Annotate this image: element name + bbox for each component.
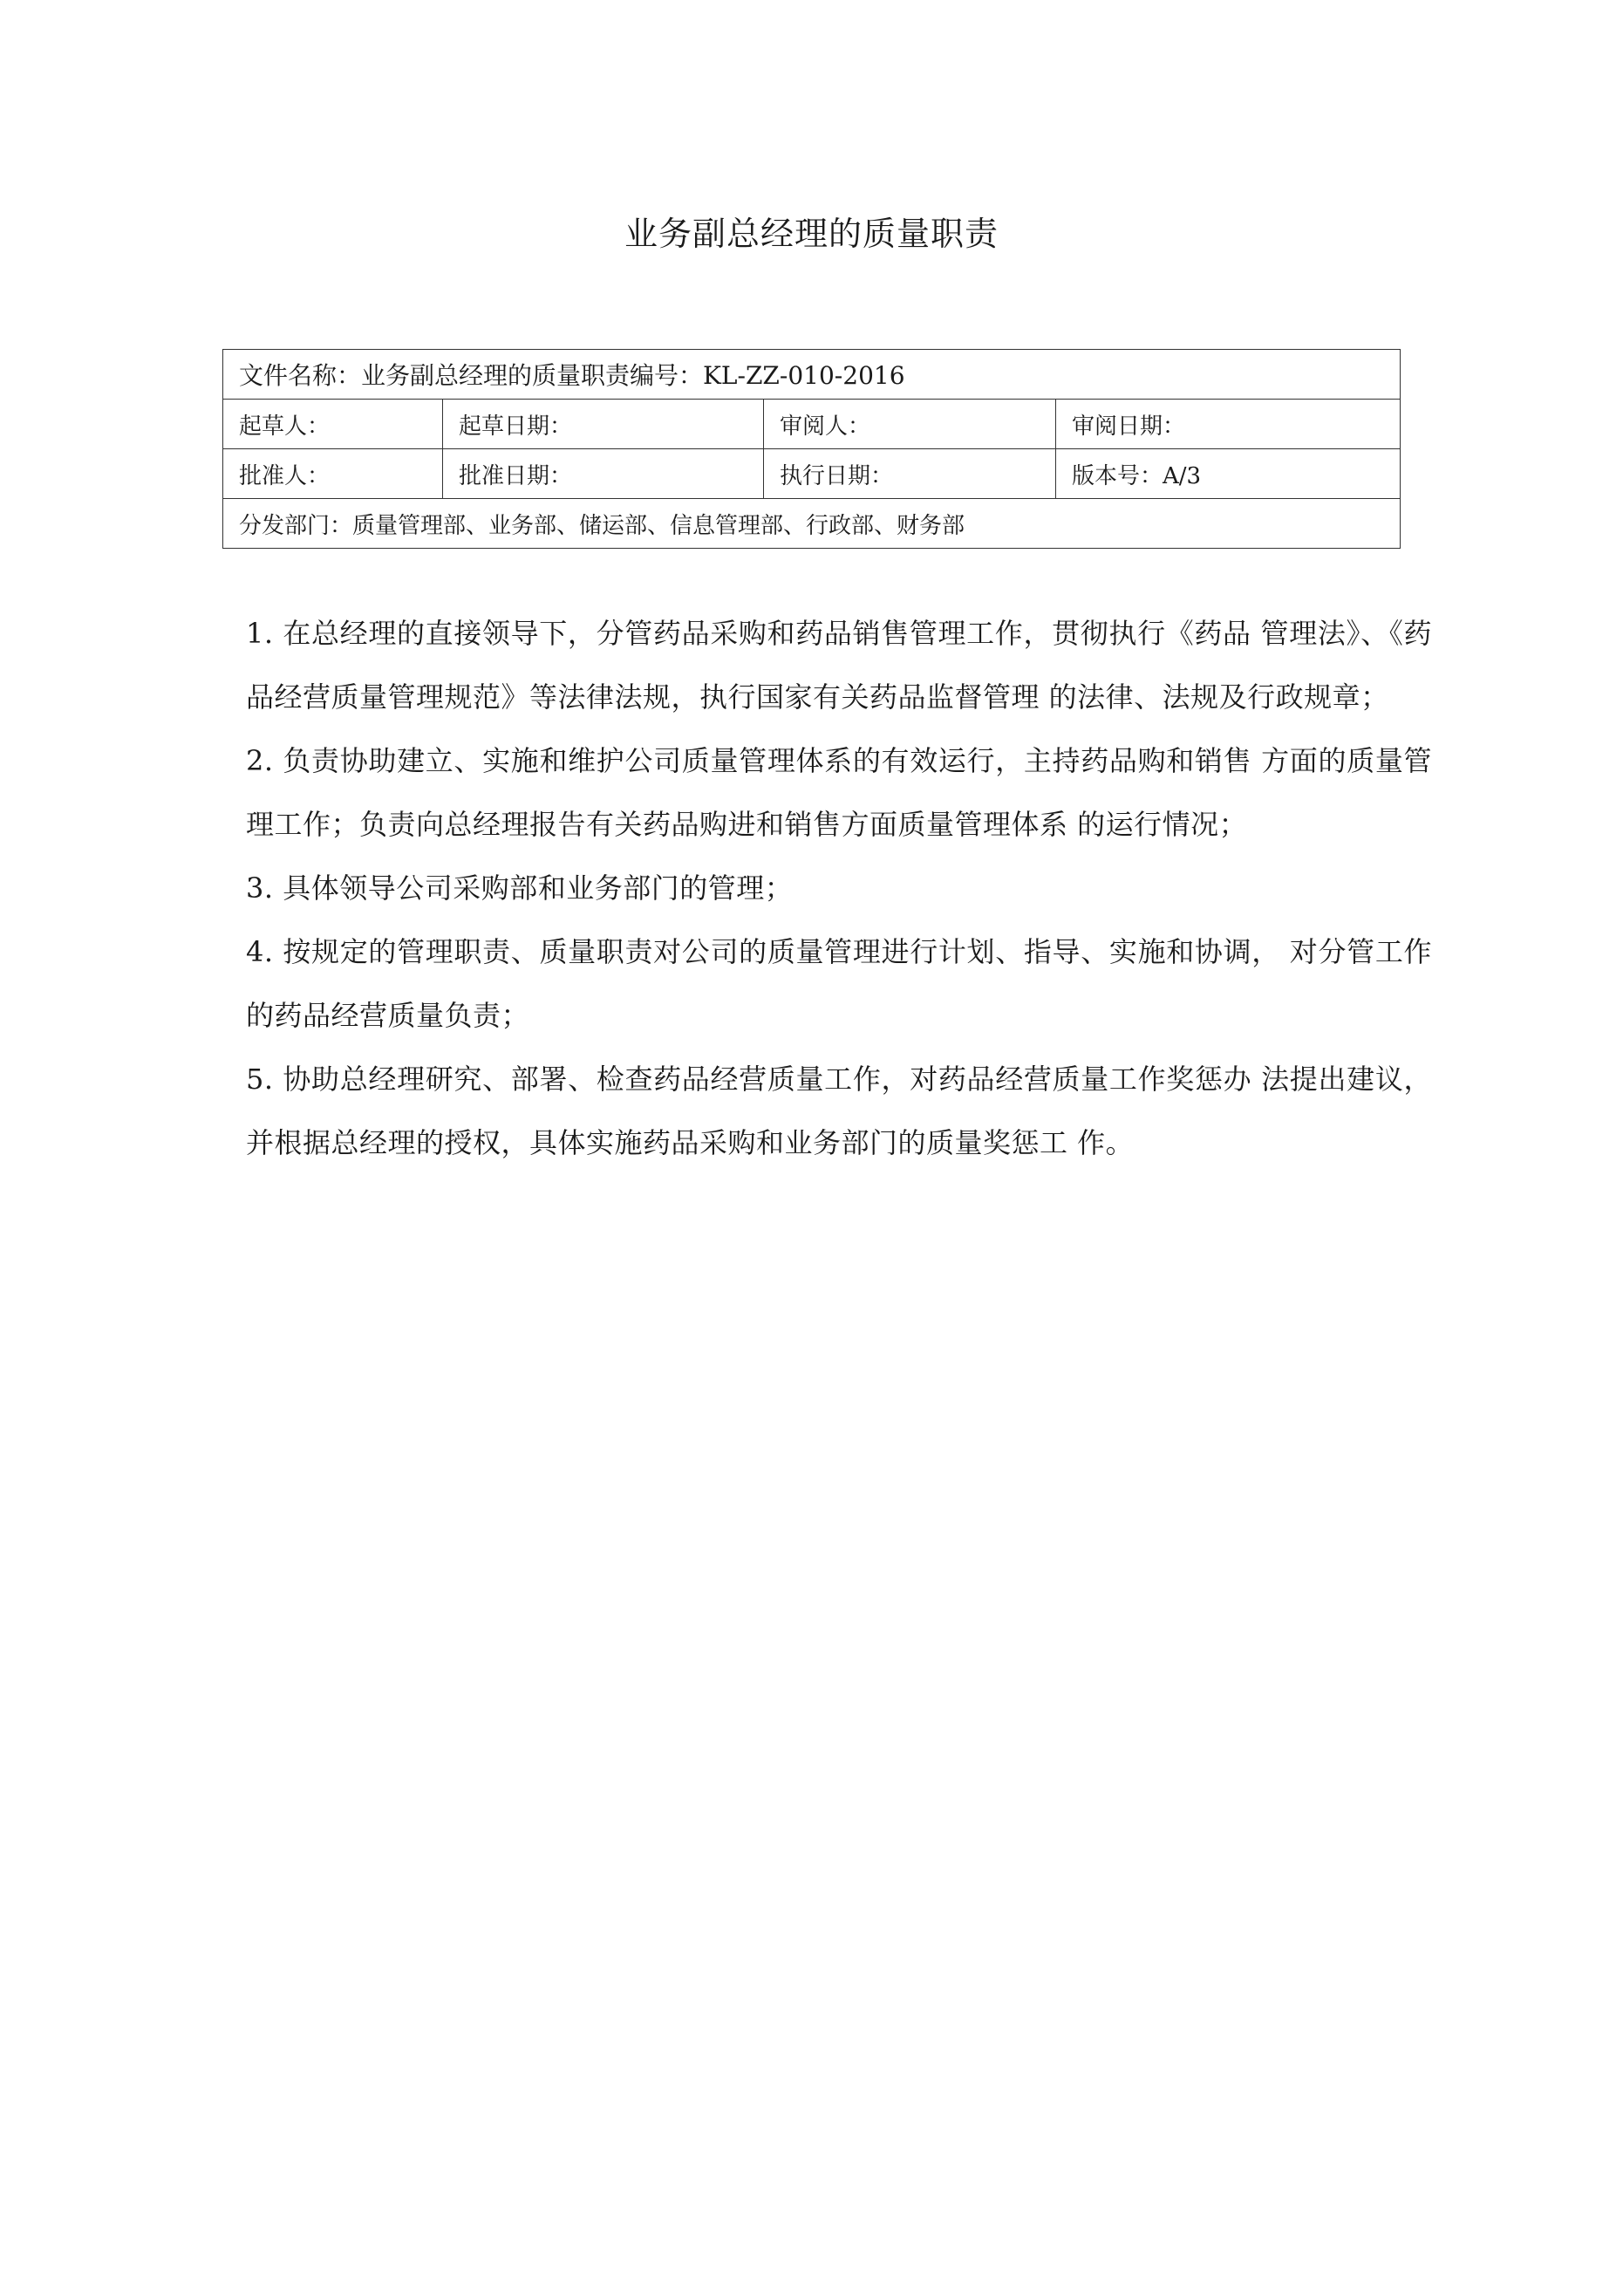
- list-item: 4. 按规定的管理职责、质量职责对公司的质量管理进行计划、指导、实施和协调， 对分管工作的药品经营质量负责；: [246, 935, 1432, 1032]
- approval-date-cell: 批准日期：: [443, 449, 764, 499]
- drafter-cell: 起草人：: [223, 400, 443, 449]
- list-item: 1. 在总经理的直接领导下，分管药品采购和药品销售管理工作，贯彻执行《药品 管理法》、《药品经营质量管理规范》等法律法规，执行国家有关药品监督管理 的法律、法规及行政规章；: [246, 617, 1432, 714]
- distribution-cell: 分发部门：质量管理部、业务部、储运部、信息管理部、行政部、财务部: [223, 499, 1401, 549]
- approver-cell: 批准人：: [223, 449, 443, 499]
- list-item: 5. 协助总经理研究、部署、检查药品经营质量工作，对药品经营质量工作奖惩办 法提出建议，并根据总经理的授权，具体实施药品采购和业务部门的质量奖惩工 作。: [246, 1063, 1432, 1159]
- effective-date-cell: 执行日期：: [764, 449, 1056, 499]
- responsibilities-list: [246, 602, 1432, 1175]
- document-title: 业务副总经理的质量职责: [624, 215, 999, 253]
- info-row-drafting: [223, 400, 1401, 449]
- list-item: 3. 具体领导公司采购部和业务部门的管理；: [246, 871, 794, 905]
- info-row-file-name: [223, 350, 1401, 400]
- info-row-distribution: [223, 499, 1401, 549]
- info-row-approval: [223, 449, 1401, 499]
- version-cell: 版本号：A/3: [1056, 449, 1401, 499]
- reviewer-cell: 审阅人：: [764, 400, 1056, 449]
- document-info-table: [222, 349, 1401, 549]
- file-name-cell: 文件名称：业务副总经理的质量职责编号：KL-ZZ-010-2016: [223, 350, 1401, 400]
- review-date-cell: 审阅日期：: [1056, 400, 1401, 449]
- draft-date-cell: 起草日期：: [443, 400, 764, 449]
- list-item: 2. 负责协助建立、实施和维护公司质量管理体系的有效运行，主持药品购和销售 方面的质量管理工作；负责向总经理报告有关药品购进和销售方面质量管理体系 的运行情况；: [246, 744, 1432, 841]
